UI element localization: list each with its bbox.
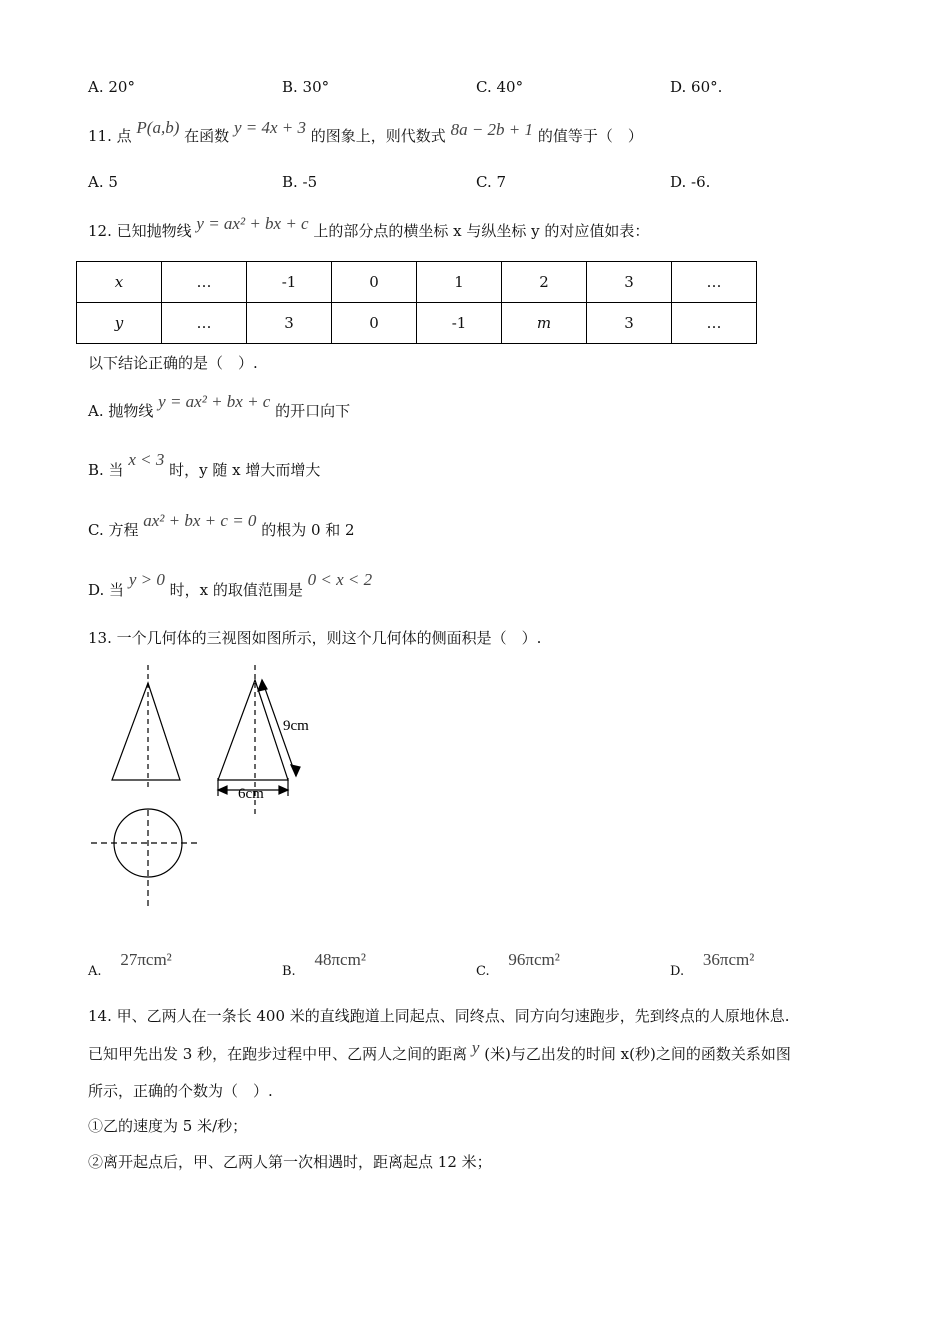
table-cell: … xyxy=(162,262,247,303)
q12-option-a-math: y = ax² + bx + c xyxy=(158,392,271,411)
q12-option-d-prefix: D. 当 xyxy=(88,581,125,599)
table-cell: 1 xyxy=(417,262,502,303)
q13-option-b-value: 48πcm² xyxy=(314,950,366,969)
table-cell: -1 xyxy=(417,303,502,344)
q13-option-a-value: 27πcm² xyxy=(120,950,172,969)
q14-y-math: y xyxy=(471,1038,480,1057)
q12-option-a-suffix: 的开口向下 xyxy=(275,402,351,420)
q12-option-b-prefix: B. 当 xyxy=(88,461,124,479)
q12-option-c-math: ax² + bx + c = 0 xyxy=(143,511,257,530)
q14-line1: 14. 甲、乙两人在一条长 400 米的直线跑道上同起点、同终点、同方向匀速跑步，先到终点的人原地休息. xyxy=(88,1007,790,1025)
q11-prefix: 11. 点 xyxy=(88,127,132,145)
table-cell: x xyxy=(77,262,162,303)
table-cell: 3 xyxy=(247,303,332,344)
table-cell: 2 xyxy=(502,262,587,303)
q11-option-c: C. 7 xyxy=(476,173,507,191)
q13-option-b xyxy=(282,950,366,979)
q11-mid2: 的图象上，则代数式 xyxy=(310,127,446,145)
q14-item1: ①乙的速度为 5 米/秒； xyxy=(88,1117,248,1135)
q11-function-math: y = 4x + 3 xyxy=(233,118,306,137)
front-view-triangle xyxy=(112,665,180,790)
q13-option-d xyxy=(670,950,755,979)
table-cell: 3 xyxy=(587,262,672,303)
table-cell: m xyxy=(502,303,587,344)
q11-option-d: D. -6. xyxy=(670,173,711,191)
q10-option-d: D. 60°. xyxy=(670,78,723,96)
q13-option-a xyxy=(88,950,172,979)
q10-option-b: B. 30° xyxy=(282,78,330,96)
q13-option-c xyxy=(476,950,560,979)
q13-stem: 13. 一个几何体的三视图如图所示，则这个几何体的侧面积是（ ）. xyxy=(88,629,542,647)
q12-suffix: 上的部分点的横坐标 x 与纵坐标 y 的对应值如表： xyxy=(313,222,650,240)
base-label: 6cm xyxy=(238,786,264,802)
q13-option-c-letter: C. xyxy=(476,964,490,979)
q14-line3: 所示，正确的个数为（ ）. xyxy=(88,1082,273,1100)
q14-line2a: 已知甲先出发 3 秒，在跑步过程中甲、乙两人之间的距离 xyxy=(88,1045,468,1063)
q11-option-a: A. 5 xyxy=(88,173,118,191)
q13-option-a-letter: A. xyxy=(88,964,102,979)
q11-point-math: P(a,b) xyxy=(136,118,180,137)
q14-line2b: (米)与乙出发的时间 x(秒)之间的函数关系如图 xyxy=(484,1045,791,1063)
q12-option-d-mid: 时，x 的取值范围是 xyxy=(169,581,303,599)
q11-option-b: B. -5 xyxy=(282,173,318,191)
q10-option-a: A. 20° xyxy=(88,78,135,96)
q12-option-b-math: x < 3 xyxy=(128,450,165,469)
q12-parabola-math: y = ax² + bx + c xyxy=(196,214,309,233)
slant-label: 9cm xyxy=(283,718,309,734)
q12-option-b-suffix: 时，y 随 x 增大而增大 xyxy=(169,461,321,479)
q12-option-a-prefix: A. 抛物线 xyxy=(88,402,154,420)
q11-mid1: 在函数 xyxy=(184,127,230,145)
table-cell: -1 xyxy=(247,262,332,303)
table-cell: 0 xyxy=(332,303,417,344)
q12-option-d-math2: 0 < x < 2 xyxy=(307,570,373,589)
q13-option-c-value: 96πcm² xyxy=(508,950,560,969)
q12-option-c-prefix: C. 方程 xyxy=(88,521,139,539)
q12-question: 以下结论正确的是（ ）. xyxy=(88,354,258,372)
q12-prefix: 12. 已知抛物线 xyxy=(88,222,192,240)
table-cell: y xyxy=(77,303,162,344)
q10-option-c: C. 40° xyxy=(476,78,524,96)
table-cell: … xyxy=(162,303,247,344)
q14-item2: ②离开起点后，甲、乙两人第一次相遇时，距离起点 12 米； xyxy=(88,1153,492,1171)
table-cell: … xyxy=(672,303,757,344)
table-cell: 3 xyxy=(587,303,672,344)
q12-option-d-math: y > 0 xyxy=(128,570,165,589)
q13-option-d-letter: D. xyxy=(670,964,685,979)
table-cell: 0 xyxy=(332,262,417,303)
q13-option-b-letter: B. xyxy=(282,964,296,979)
q13-option-d-value: 36πcm² xyxy=(702,950,755,969)
q11-expression-math: 8a − 2b + 1 xyxy=(450,120,534,139)
top-view-circle xyxy=(91,809,198,908)
q14-line2 xyxy=(88,1038,791,1064)
q11-suffix: 的值等于（ ） xyxy=(537,127,643,145)
table-cell: … xyxy=(672,262,757,303)
q12-option-c-suffix: 的根为 0 和 2 xyxy=(261,521,355,539)
